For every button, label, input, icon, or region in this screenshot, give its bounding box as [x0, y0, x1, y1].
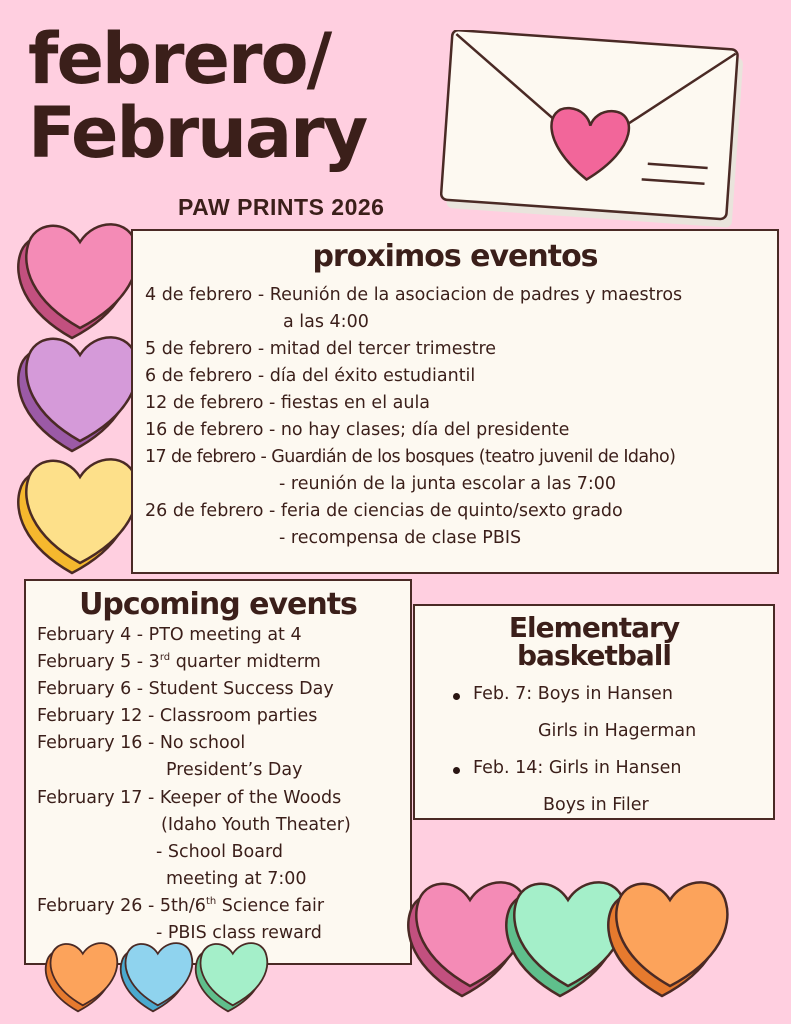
- list-item: Feb. 14: Girls in Hansen: [473, 758, 682, 778]
- list-item: February 5 - 3rd quarter midterm: [37, 652, 321, 672]
- orange-heart-icon: [42, 940, 120, 1016]
- bullet-icon: [453, 767, 460, 774]
- list-item: - PBIS class reward: [156, 923, 322, 943]
- basketball-heading: Elementary basketball: [508, 611, 680, 672]
- list-item: Feb. 7: Boys in Hansen: [473, 684, 673, 704]
- list-item: 26 de febrero - feria de ciencias de quinto/sexto grado: [145, 501, 623, 521]
- list-item: February 16 - No school: [37, 733, 246, 753]
- spanish-events-panel: [131, 229, 779, 574]
- title-english: February: [28, 92, 367, 174]
- pink-heart-icon: [12, 220, 142, 345]
- orange-heart-icon: [602, 878, 732, 1003]
- list-item: meeting at 7:00: [166, 869, 307, 889]
- page-title: [28, 18, 367, 174]
- title-spanish: febrero/: [28, 18, 331, 100]
- list-item: February 12 - Classroom parties: [37, 706, 318, 726]
- list-item: 6 de febrero - día del éxito estudiantil: [145, 366, 476, 386]
- list-item: - recompensa de clase PBIS: [279, 528, 522, 548]
- english-events-heading: Upcoming events: [79, 587, 357, 622]
- list-item: Girls in Hagerman: [538, 721, 697, 741]
- bullet-icon: [453, 693, 460, 700]
- spanish-events-heading: proximos eventos: [312, 239, 598, 274]
- blue-heart-icon: [117, 940, 195, 1016]
- list-item: February 6 - Student Success Day: [37, 679, 334, 699]
- green-heart-icon: [192, 940, 270, 1016]
- list-item: 5 de febrero - mitad del tercer trimestre: [145, 339, 497, 359]
- list-item: President’s Day: [166, 760, 303, 780]
- list-item: 16 de febrero - no hay clases; día del presidente: [145, 420, 570, 440]
- list-item: a las 4:00: [283, 312, 369, 332]
- list-item: - School Board: [156, 842, 283, 862]
- newsletter-subtitle: PAW PRINTS 2026: [178, 194, 385, 220]
- basketball-panel: [413, 604, 775, 820]
- list-item: (Idaho Youth Theater): [161, 815, 351, 835]
- list-item: February 4 - PTO meeting at 4: [37, 625, 302, 645]
- purple-heart-icon: [12, 333, 142, 458]
- list-item: February 26 - 5th/6th Science fair: [37, 896, 325, 916]
- list-item: 12 de febrero - fiestas en el aula: [145, 393, 431, 413]
- envelope-icon: [440, 30, 750, 230]
- list-item: - reunión de la junta escolar a las 7:00: [279, 474, 617, 494]
- list-item: 4 de febrero - Reunión de la asociacion de padres y maestros: [145, 285, 683, 305]
- list-item: 17 de febrero - Guardián de los bosques (teatro juvenil de Idaho): [145, 447, 676, 467]
- yellow-heart-icon: [12, 455, 142, 580]
- list-item: Boys in Filer: [543, 795, 649, 815]
- english-events-panel: [24, 579, 412, 965]
- list-item: February 17 - Keeper of the Woods: [37, 788, 342, 808]
